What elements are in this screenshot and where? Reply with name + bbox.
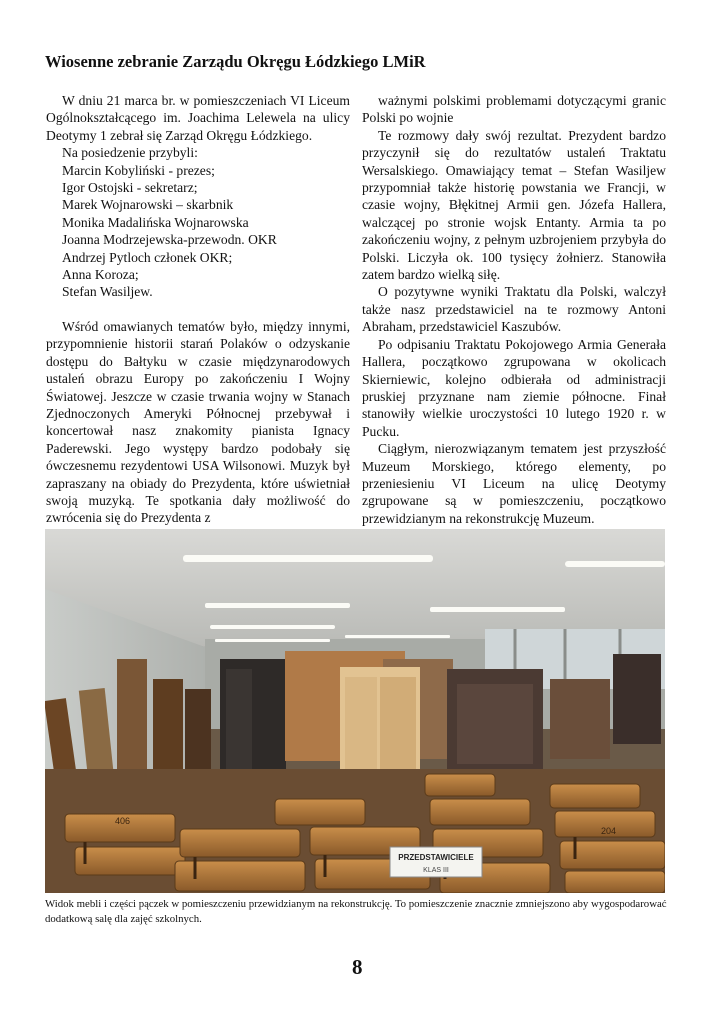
sign-subtext: KLAS III [423, 867, 449, 874]
representatives-sign [390, 847, 482, 877]
museum-paragraph: Ciągłym, nierozwiązanym tematem jest przyszłość Muzeum Morskiego, którego elementy, po przeniesieniu VI Liceum na ulicę Deotymy zgrupowane są w pomieszczeniu, początkowo przewidzianym na rekonstrukcję Muzeum. [362, 441, 666, 526]
attendee-item: Andrzej Pytloch członek OKR; [62, 249, 233, 265]
attendee-item: Monika Madalińska Wojnarowska [62, 214, 249, 230]
attendee-item: Igor Ostojski - sekretarz; [62, 180, 198, 196]
attendee-item: Stefan Wasiljew. [62, 284, 153, 300]
attendee-item: Marcin Kobyliński - prezes; [62, 162, 215, 178]
attendee-item: Marek Wojnarowski – skarbnik [62, 197, 234, 213]
attendees-list [62, 144, 350, 301]
sign-text: PRZEDSTAWICIELE [398, 853, 474, 862]
right-column [362, 92, 666, 545]
intro-paragraph: W dniu 21 marca br. w pomieszczeniach VI Liceum Ogólnokształcącego im. Joachima Lelewela na ulicy Deotymy 1 zebrał się Zarząd Okręgu Łódzkiego. [46, 93, 350, 143]
attendees-heading: Na posiedzenie przybyli: [62, 145, 198, 161]
article-title: Wiosenne zebranie Zarządu Okręgu Łódzkiego LMiR [45, 52, 426, 71]
storage-room-photo [45, 529, 665, 893]
chair-number-label: 406 [115, 816, 131, 826]
treaty-paragraph: Te rozmowy dały swój rezultat. Prezydent bardzo przyczynił się do rezultatów ustaleń Traktatu Wersalskiego. Omawiający temat – Stefan Wasiljew przypomniał także historię powstania we Francji, w czasie wojny, Błękitnej Armii gen. Józefa Hallera, walczącej po stronie wojsk Entanty. Armia ta po zakończeniu wojny, z pełnym uzbrojeniem przybyła do Polski. Liczyła ok. 100 tysięcy żołnierz. Stanowiła zatem bardzo wielką siłę. [362, 127, 666, 283]
attendee-item: Joanna Modrzejewska-przewodn. OKR [62, 232, 277, 248]
continuation-paragraph: ważnymi polskimi problemami dotyczącymi granic Polski po wojnie [362, 93, 666, 126]
chair-number-label: 204 [601, 826, 617, 836]
page-number: 8 [352, 955, 363, 979]
left-column [46, 92, 350, 527]
attendee-item: Anna Koroza; [62, 267, 139, 283]
photo-caption: Widok mebli i części pączek w pomieszczeniu przewidzianym na rekonstrukcję. To pomieszczenie znacznie zmniejszono aby wygospodarować dodatkową salę dla zajęć szkolnych. [45, 898, 667, 925]
history-paragraph: Wśród omawianych tematów było, między innymi, przypomnienie historii starań Polaków o odzyskanie dostępu do Bałtyku w czasie międzynarodowych ustaleń obrazu Europy po zakończeniu I Wojny Światowej. Jeszcze w czasie trwania wojny w Stanach Zjednoczonych Ameryki Północnej przebywał i koncertował nasz znakomity pianista Ignacy Paderewski. Jego występy bardzo podobały się ówczesnemu rezydentowi USA Wilsonowi. Muzyk był zapraszany na obiady do Prezydenta, które uświetniał swoją muzyką. Te spotkania dały możliwość do zwrócenia się do Prezydenta z [46, 318, 350, 526]
haller-paragraph: Po odpisaniu Traktatu Pokojowego Armia Generała Hallera, początkowo zgrupowana w okolicach Skierniewic, kolejno odbierała od administracji pruskiej przyznane nam ziemie północne. Finał stanowiły wielkie uroczystości 10 lutego 1920 r. w Pucku. [362, 336, 666, 439]
abraham-paragraph: O pozytywne wyniki Traktatu dla Polski, walczył także nasz przedstawiciel na te rozmowy Antoni Abraham, przedstawiciel Kaszubów. [362, 284, 666, 335]
